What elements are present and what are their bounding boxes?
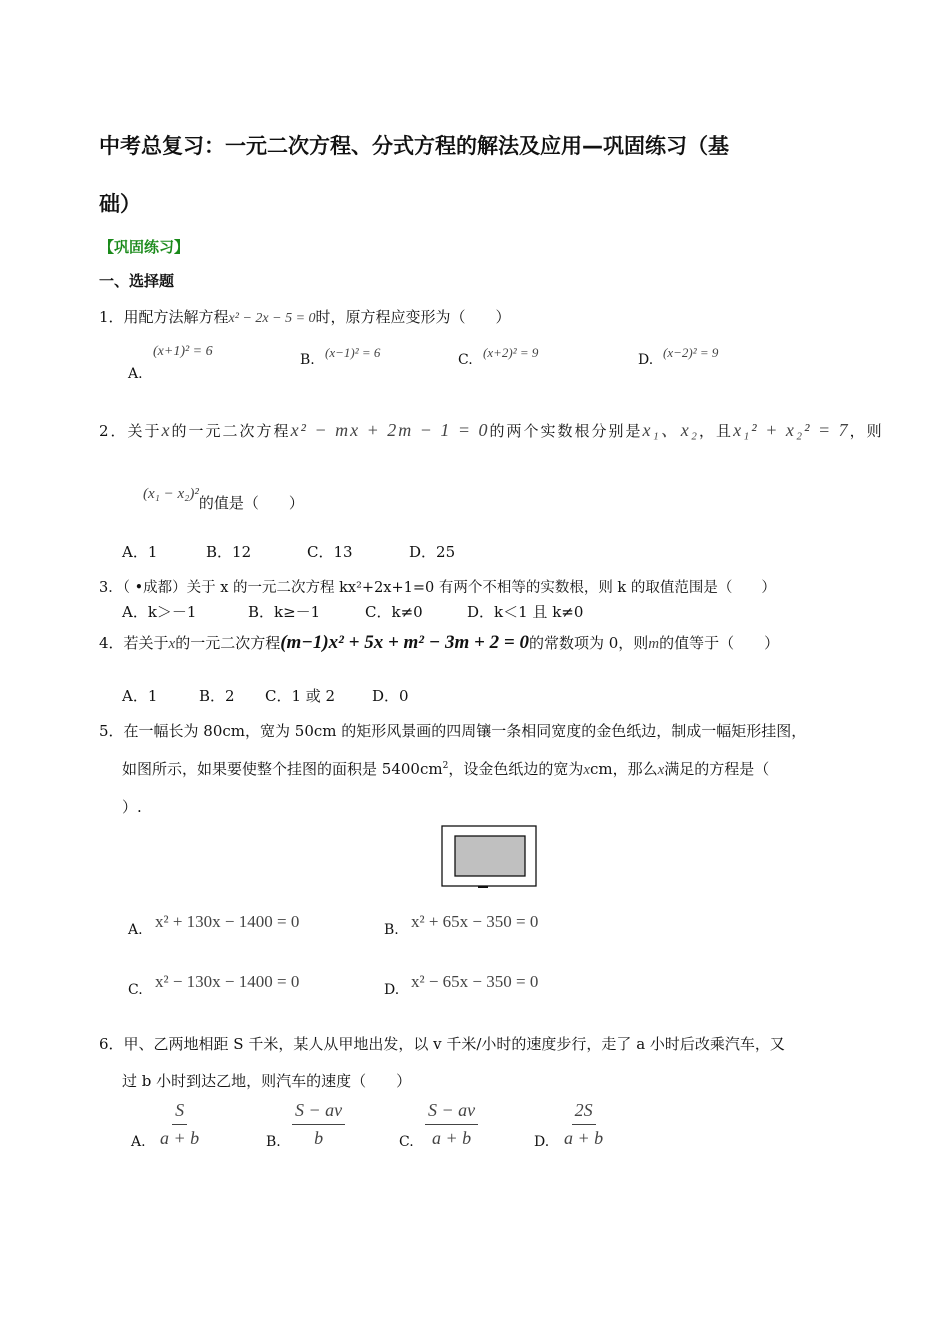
q6-option-d-fraction: $\frac{2S}{a + b}$ xyxy=(564,1100,604,1148)
q1-option-d-math: (x−2)² = 9 xyxy=(663,345,719,360)
q1-option-c-math: (x+2)² = 9 xyxy=(483,345,539,360)
q5-option-d-label: D. xyxy=(384,982,400,998)
q6-option-c-fraction: $\frac{S - av}{a + b}$ xyxy=(425,1100,478,1149)
q5-option-c-math: x² − 130x − 1400 = 0 xyxy=(155,972,300,991)
question-2: 2．关于x的一元二次方程x² − mx + 2m − 1 = 0的两个实数根分别是x₁、x₂，且x₁² + x₂² = 7，则 xyxy=(99,420,884,440)
q6-option-b-label: B. xyxy=(266,1134,281,1150)
q5-option-b-math: x² + 65x − 350 = 0 xyxy=(411,912,539,931)
q3-option-d: D．k＜1 且 k≠0 xyxy=(467,603,584,621)
q5-option-d-math: x² − 65x − 350 = 0 xyxy=(411,972,539,991)
q5-option-a-label: A. xyxy=(128,922,143,938)
q2-expression: (x₁ − x₂)² xyxy=(143,486,199,502)
section-tag: 【巩固练习】 xyxy=(99,238,190,256)
q2-option-c: C．13 xyxy=(307,543,353,561)
question-5-line1: 5．在一幅长为 80cm，宽为 50cm 的矩形风景画的四周镶一条相同宽度的金色纸边，制成一幅矩形挂图， xyxy=(99,722,807,740)
question-5-line3: ）. xyxy=(122,798,142,816)
q4-option-a: A．1 xyxy=(122,687,158,705)
q6-option-a-fraction: $\frac{S}{a + b}$ xyxy=(160,1100,200,1148)
q1-option-c-label: C. xyxy=(458,352,473,368)
q5-option-c-label: C. xyxy=(128,982,143,998)
q1-option-b-math: (x−1)² = 6 xyxy=(325,345,381,360)
q5-option-a-math: x² + 130x − 1400 = 0 xyxy=(155,912,300,931)
q3-option-b: B．k≥－1 xyxy=(248,603,321,621)
page-title-line2: 础） xyxy=(99,192,141,216)
question-6-line1: 6．甲、乙两地相距 S 千米，某人从甲地出发，以 v 千米/小时的速度步行，走了 a 小时后改乘汽车，又 xyxy=(99,1035,785,1053)
q1-option-a-label: A. xyxy=(128,366,143,382)
q2-expression-line: (x₁ − x₂)²的值是（ ） xyxy=(143,486,304,512)
q5-option-b-label: B. xyxy=(384,922,399,938)
question-4: 4．若关于x的一元二次方程(m−1)x² + 5x + m² − 3m + 2 = 0的常数项为 0，则m的值等于（ ） xyxy=(99,632,780,653)
question-3: 3．（ •成都）关于 x 的一元二次方程 kx²+2x+1=0 有两个不相等的实数根，则 k 的取值范围是（ ） xyxy=(99,580,776,596)
q2-option-a: A．1 xyxy=(122,543,158,561)
framed-picture-figure xyxy=(440,824,540,890)
q1-option-b-label: B. xyxy=(300,352,315,368)
q2-equation: x² − mx + 2m − 1 = 0 xyxy=(290,420,490,440)
q3-option-a: A．k＞－1 xyxy=(122,603,197,621)
inner-picture xyxy=(455,836,525,876)
q4-equation: (m−1)x² + 5x + m² − 3m + 2 = 0 xyxy=(280,632,529,653)
q1-option-a-math: (x+1)² = 6 xyxy=(153,344,213,359)
page-title-line1: 中考总复习：一元二次方程、分式方程的解法及应用—巩固练习（基 xyxy=(99,134,729,158)
q4-option-b: B．2 xyxy=(199,687,235,705)
question-6-line2: 过 b 小时到达乙地，则汽车的速度（ ） xyxy=(122,1072,412,1090)
q2-option-d: D．25 xyxy=(409,543,456,561)
question-1: 1．用配方法解方程x² − 2x − 5 = 0时，原方程应变形为（ ） xyxy=(99,308,511,326)
section-heading: 一、选择题 xyxy=(99,272,175,290)
q2-option-b: B．12 xyxy=(206,543,252,561)
q6-option-a-label: A. xyxy=(131,1134,146,1150)
question-5-line2: 如图所示，如果要使整个挂图的面积是 $5400cm^2$，设金色纸边的宽为xcm，那么x满足的方程是（ xyxy=(122,760,770,778)
q4-option-d: D．0 xyxy=(372,687,409,705)
q1-equation: x² − 2x − 5 = 0 xyxy=(228,311,316,326)
q3-option-c: C．k≠0 xyxy=(365,603,423,621)
q6-option-d-label: D. xyxy=(534,1134,550,1150)
q1-option-d-label: D. xyxy=(638,352,654,368)
q2-condition: x₁² + x₂² = 7 xyxy=(733,420,850,440)
q6-option-c-label: C. xyxy=(399,1134,414,1150)
q6-option-b-fraction: $\frac{S - av}{b}$ xyxy=(292,1100,345,1149)
q4-option-c: C．1 或 2 xyxy=(265,687,336,705)
